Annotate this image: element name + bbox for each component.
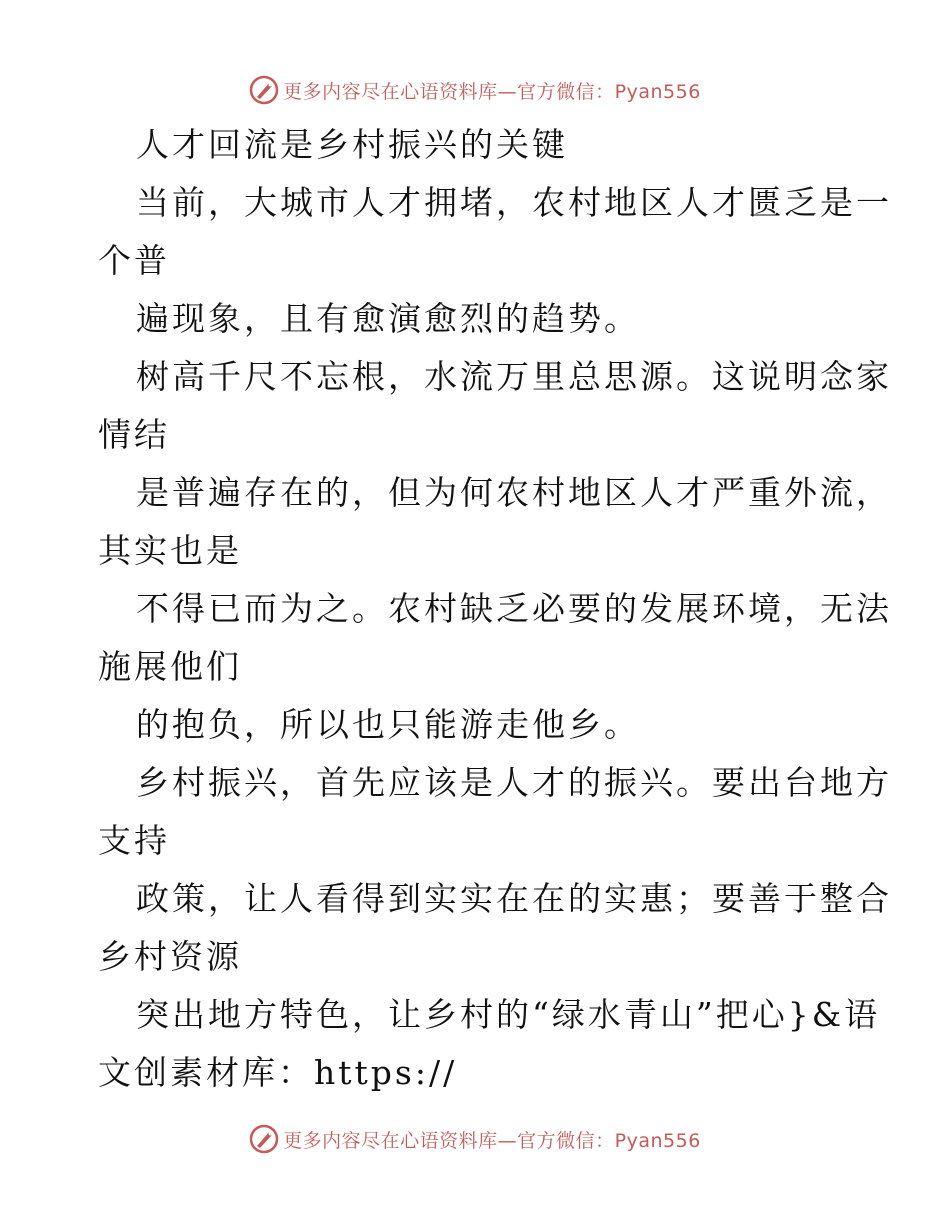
paragraph-line: 的抱负，所以也只能游走他乡。 [136, 705, 640, 744]
paragraph-line: 是普遍存在的，但为何农村地区人才严重外流， [136, 473, 892, 512]
watermark-text: 更多内容尽在心语资料库—官方微信：Pyan556 [283, 1129, 701, 1152]
paragraph-line: 不得已而为之。农村缺乏必要的发展环境，无法 [136, 589, 892, 628]
paragraph-line: 其实也是 [98, 531, 242, 570]
paragraph-line: 情结 [98, 415, 170, 454]
paragraph-line: 突出地方特色，让乡村的“绿水青山”把心}&语 [136, 995, 881, 1034]
document-body [98, 116, 892, 1102]
paragraph-line: 树高千尺不忘根，水流万里总思源。这说明念家 [136, 357, 892, 396]
paragraph-line: 支持 [98, 821, 170, 860]
paragraph-line: 乡村资源 [98, 937, 242, 976]
paragraph-line: 乡村振兴，首先应该是人才的振兴。要出台地方 [136, 763, 892, 802]
paragraph-line: 人才回流是乡村振兴的关键 [136, 125, 568, 164]
paragraph-line: 当前，大城市人才拥堵，农村地区人才匮乏是一 [136, 183, 892, 222]
watermark-text: 更多内容尽在心语资料库—官方微信：Pyan556 [283, 80, 701, 103]
paragraph-line: 文创素材库：https:// [98, 1053, 458, 1092]
quill-logo-icon [249, 75, 279, 105]
paragraph-line: 个普 [98, 241, 170, 280]
paragraph-line: 遍现象，且有愈演愈烈的趋势。 [136, 299, 640, 338]
paragraph-line: 政策，让人看得到实实在在的实惠；要善于整合 [136, 879, 892, 918]
paragraph-line: 施展他们 [98, 647, 242, 686]
header-watermark [0, 70, 950, 110]
quill-logo-icon [249, 1124, 279, 1154]
footer-watermark [0, 1119, 950, 1159]
